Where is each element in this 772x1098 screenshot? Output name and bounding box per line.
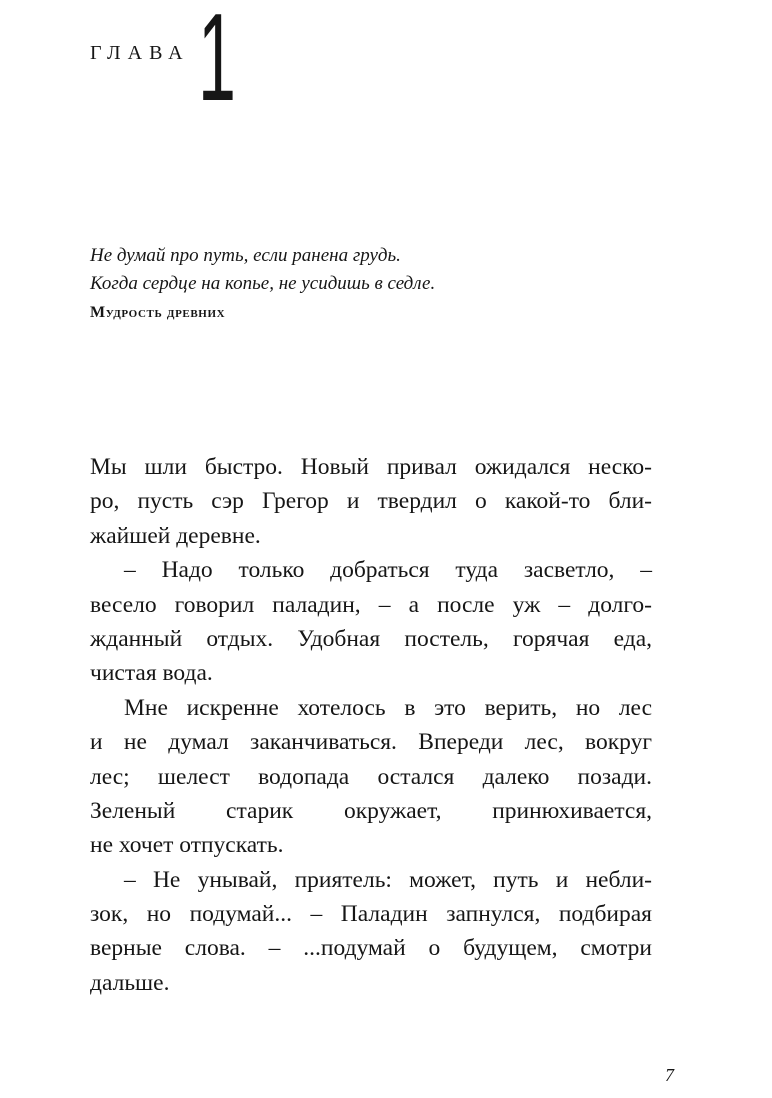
page-number: 7 xyxy=(665,1065,674,1085)
text-line: Зеленый старик окружает, принюхивается, xyxy=(90,797,652,824)
text-line: ро, пусть сэр Грегор и твердил о какой-то бли- xyxy=(90,488,652,515)
text-line: Мы шли быстро. Новый привал ожидался неско- xyxy=(90,454,652,480)
chapter-header xyxy=(90,0,390,127)
epigraph-line: Когда сердце на копье, не усидишь в седле. xyxy=(90,273,436,294)
text-line: жайшей деревне. xyxy=(90,522,261,549)
text-line: жданный отдых. Удобная постель, горячая еда, xyxy=(90,625,652,652)
chapter-label: ГЛАВА xyxy=(90,42,190,64)
text-line: и не думал заканчиваться. Впереди лес, вокруг xyxy=(90,729,652,756)
epigraph-attribution: Мудрость древних xyxy=(90,304,226,321)
text-line: Мне искренне хотелось в это верить, но лес xyxy=(124,694,652,721)
text-line: лес; шелест водопада остался далеко позади. xyxy=(90,763,652,790)
text-line: чистая вода. xyxy=(90,660,213,687)
text-line: – Надо только добраться туда засветло, – xyxy=(124,557,652,584)
text-line: весело говорил паладин, – а после уж – долго- xyxy=(90,591,652,618)
chapter-number: 1 xyxy=(198,0,236,127)
text-line: верные слова. – ...подумай о будущем, смотри xyxy=(90,935,652,962)
text-line: – Не унывай, приятель: может, путь и небли- xyxy=(124,866,652,893)
text-line: зок, но подумай... – Паладин запнулся, подбирая xyxy=(90,901,652,928)
epigraph xyxy=(90,242,690,327)
text-line: дальше. xyxy=(90,969,170,996)
epigraph-line: Не думай про путь, если ранена грудь. xyxy=(90,245,401,266)
text-line: не хочет отпускать. xyxy=(90,832,284,859)
body-text xyxy=(90,450,652,1000)
